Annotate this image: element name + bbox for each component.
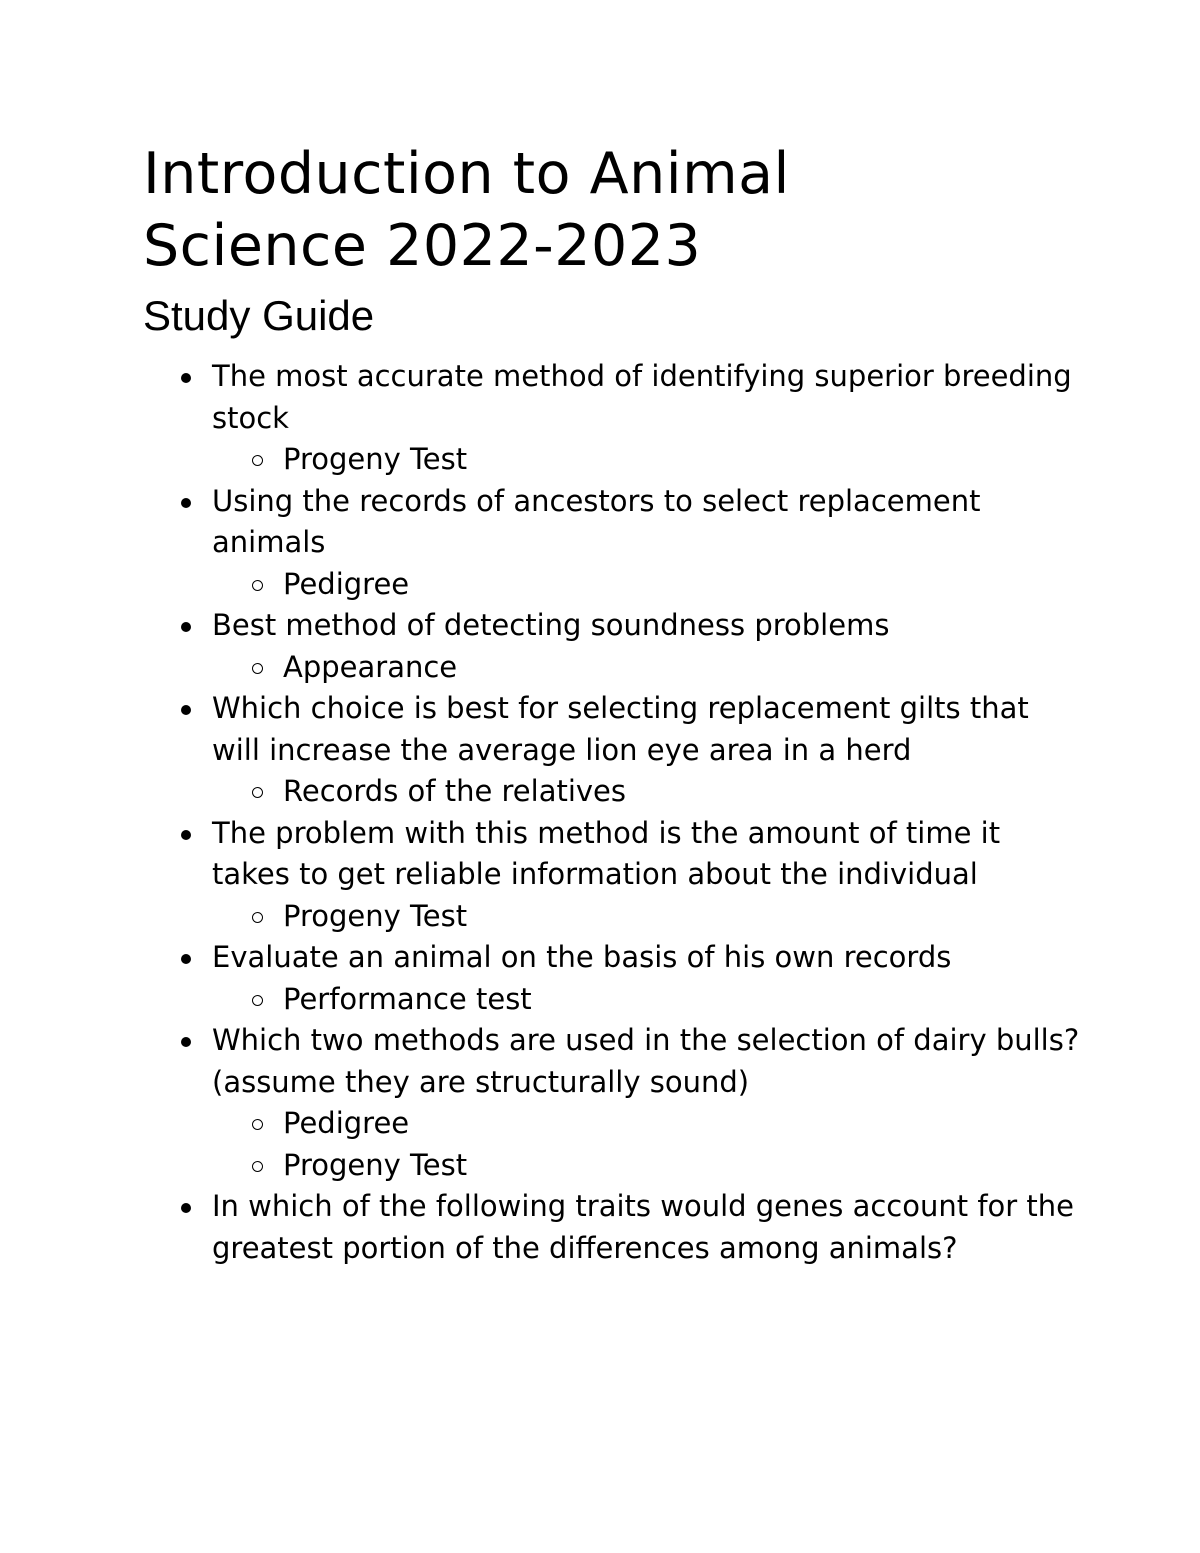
filled-bullet-icon — [181, 954, 191, 964]
answer-item — [212, 979, 1080, 1021]
answer-item — [212, 1103, 1080, 1145]
hollow-bullet-icon — [252, 455, 263, 466]
filled-bullet-icon — [181, 1203, 191, 1213]
hollow-bullet-icon — [252, 912, 263, 923]
answer-text: Appearance — [283, 649, 458, 684]
question-text: The most accurate method of identifying superior breeding stock — [212, 359, 1072, 435]
question-item — [143, 605, 1080, 688]
answer-item — [212, 896, 1080, 938]
hollow-bullet-icon — [252, 580, 263, 591]
question-text: Which choice is best for selecting replacement gilts that will increase the average lion eye area in a herd — [212, 691, 1029, 767]
question-text: Using the records of ancestors to select replacement animals — [212, 483, 981, 559]
question-text: Evaluate an animal on the basis of his own records — [212, 940, 952, 974]
answer-list — [212, 439, 1080, 481]
document-title — [143, 138, 1080, 282]
question-text: Which two methods are used in the selection of dairy bulls? (assume they are structurally sound) — [212, 1023, 1080, 1099]
filled-bullet-icon — [181, 830, 191, 840]
answer-list — [212, 1103, 1080, 1186]
answer-text: Progeny Test — [283, 898, 468, 933]
filled-bullet-icon — [181, 705, 191, 715]
question-text: In which of the following traits would genes account for the greatest portion of the differences among animals? — [212, 1189, 1074, 1265]
answer-text: Progeny Test — [283, 1147, 468, 1182]
question-item — [143, 688, 1080, 813]
answer-item — [212, 439, 1080, 481]
answer-text: Pedigree — [283, 1106, 410, 1140]
answer-text: Performance test — [283, 981, 532, 1016]
question-item — [143, 481, 1080, 606]
question-text: Best method of detecting soundness problems — [212, 608, 890, 642]
hollow-bullet-icon — [252, 663, 263, 674]
question-item — [143, 813, 1080, 938]
document-subtitle: Study Guide — [143, 292, 375, 339]
question-item — [143, 1186, 1080, 1269]
filled-bullet-icon — [181, 498, 191, 508]
answer-text: Progeny Test — [283, 442, 468, 476]
question-item — [143, 356, 1080, 481]
answer-list — [212, 647, 1080, 689]
hollow-bullet-icon — [252, 995, 263, 1006]
answer-list — [212, 771, 1080, 813]
answer-text: Records of the relatives — [283, 774, 627, 808]
answer-item — [212, 647, 1080, 689]
answer-list — [212, 564, 1080, 606]
answer-list — [212, 979, 1080, 1021]
filled-bullet-icon — [181, 373, 191, 383]
question-list — [143, 356, 1080, 1269]
answer-item — [212, 564, 1080, 606]
filled-bullet-icon — [181, 622, 191, 632]
answer-item — [212, 1145, 1080, 1187]
question-item — [143, 937, 1080, 1020]
answer-list — [212, 896, 1080, 938]
question-item — [143, 1020, 1080, 1186]
answer-item — [212, 771, 1080, 813]
title-line-2: Science 2022-2023 — [143, 213, 702, 279]
hollow-bullet-icon — [252, 1161, 263, 1172]
answer-text: Pedigree — [283, 566, 410, 601]
hollow-bullet-icon — [252, 787, 263, 798]
filled-bullet-icon — [181, 1037, 191, 1047]
hollow-bullet-icon — [252, 1119, 263, 1130]
title-line-1: Introduction to Animal — [143, 141, 790, 207]
question-text: The problem with this method is the amount of time it takes to get reliable information about the individual — [212, 815, 1001, 891]
